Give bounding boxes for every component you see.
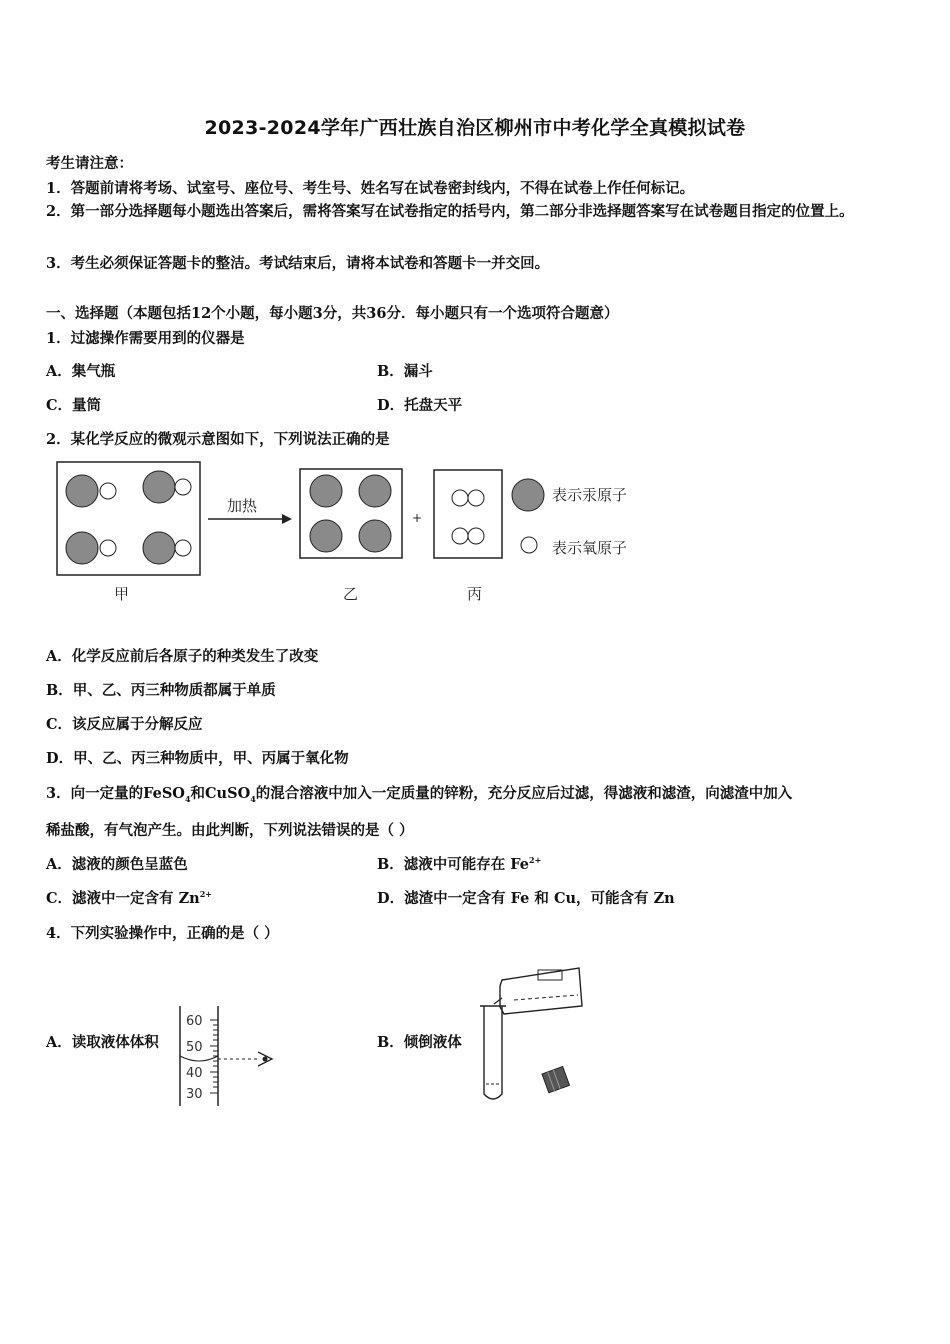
o-atom xyxy=(175,479,191,495)
hg-atom xyxy=(310,475,342,507)
hg-atom xyxy=(310,520,342,552)
q3-option-a: A．滤液的颜色呈蓝色 xyxy=(46,856,188,873)
o-atom xyxy=(452,528,468,544)
notice-item-3: 3．考生必须保证答题卡的整洁。考试结束后，请将本试卷和答题卡一并交回。 xyxy=(46,255,550,272)
legend-o-icon xyxy=(521,537,537,553)
q4-stem: 4．下列实验操作中，正确的是（ ） xyxy=(46,925,279,942)
reaction-diagram xyxy=(52,458,672,608)
q3-stem-line2: 稀盐酸，有气泡产生。由此判断，下列说法错误的是（ ） xyxy=(46,822,414,839)
section-heading: 一、选择题（本题包括12个小题，每小题3分，共36分．每小题只有一个选项符合题意） xyxy=(46,305,619,322)
measuring-cylinder-figure xyxy=(172,1004,278,1110)
test-tube xyxy=(484,1006,502,1099)
q4-option-b: B．倾倒液体 xyxy=(377,1034,462,1051)
hg-atom xyxy=(359,520,391,552)
label-jia: 甲 xyxy=(114,585,130,603)
reagent-bottle xyxy=(500,968,582,1014)
legend-hg-text: 表示汞原子 xyxy=(552,486,628,504)
q2-option-d: D．甲、乙、丙三种物质中，甲、丙属于氧化物 xyxy=(46,750,349,767)
q2-option-a: A．化学反应前后各原子的种类发生了改变 xyxy=(46,648,319,665)
o-atom xyxy=(452,490,468,506)
hg-atom xyxy=(143,471,175,503)
tick-30: 30 xyxy=(186,1087,203,1102)
label-yi: 乙 xyxy=(343,585,359,603)
hg-atom xyxy=(66,475,98,507)
q1-option-a: A．集气瓶 xyxy=(46,363,116,380)
hg-atom xyxy=(359,475,391,507)
tick-50: 50 xyxy=(186,1040,203,1055)
q2-stem: 2．某化学反应的微观示意图如下，下列说法正确的是 xyxy=(46,431,390,448)
stopper-icon xyxy=(542,1066,570,1092)
q3-stem-line1: 3．向一定量的FeSO$_4$和CuSO$_4$的混合溶液中加入一定质量的锌粉，充分反应后过滤，得滤液和滤渣，向滤渣中加入 xyxy=(46,785,793,804)
q2-option-c: C．该反应属于分解反应 xyxy=(46,716,203,733)
q1-option-b: B．漏斗 xyxy=(377,363,433,380)
tick-40: 40 xyxy=(186,1066,203,1081)
o-atom xyxy=(175,540,191,556)
box-bing xyxy=(434,470,502,558)
notice-item-2: 2．第一部分选择题每小题选出答案后，需将答案写在试卷指定的括号内，第二部分非选择题答案写在试卷题目指定的位置上。 xyxy=(46,203,854,220)
q3-option-b: B．滤液中可能存在 $Fe^{2+}$ xyxy=(377,855,542,873)
page-title: 2023-2024学年广西壮族自治区柳州市中考化学全真模拟试卷 xyxy=(204,117,746,139)
q1-option-c: C．量筒 xyxy=(46,397,102,414)
hg-atom xyxy=(66,532,98,564)
o-atom xyxy=(468,490,484,506)
pouring-liquid-figure xyxy=(474,962,594,1112)
o-atom xyxy=(468,528,484,544)
legend-o-text: 表示氧原子 xyxy=(552,539,628,557)
arrow-label: 加热 xyxy=(227,497,258,515)
q2-option-b: B．甲、乙、丙三种物质都属于单质 xyxy=(46,682,276,699)
legend-hg-icon xyxy=(512,479,544,511)
q1-stem: 1．过滤操作需要用到的仪器是 xyxy=(46,330,245,347)
q3-option-d: D．滤渣中一定含有 Fe 和 Cu，可能含有 Zn xyxy=(377,890,675,907)
hg-atom xyxy=(143,532,175,564)
tick-60: 60 xyxy=(186,1014,203,1029)
q4-option-a: A．读取液体体积 xyxy=(46,1034,159,1051)
label-bing: 丙 xyxy=(467,585,483,603)
q3-option-c: C．滤液中一定含有 $Zn^{2+}$ xyxy=(46,889,212,907)
notice-item-1: 1．答题前请将考场、试室号、座位号、考生号、姓名写在试卷密封线内，不得在试卷上作任何标记。 xyxy=(46,180,695,197)
q1-option-d: D．托盘天平 xyxy=(377,397,463,414)
plus-sign: + xyxy=(412,511,423,525)
o-atom xyxy=(100,483,116,499)
notice-heading: 考生请注意： xyxy=(46,155,133,172)
o-atom xyxy=(100,540,116,556)
